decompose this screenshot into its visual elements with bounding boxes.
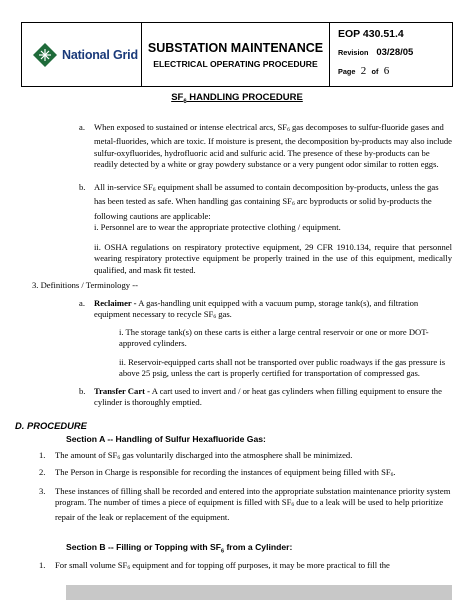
b1-num: 1.: [39, 560, 46, 570]
item-a-text: When exposed to sustained or intense electrical arcs, $SF_6$ gas decomposes to sulfur-fluoride gases and metal-fluorides, which are toxic. If moisture is present, the decomposition by-products may also include sulfur-oxyfluorides, hydrofluoric acid and sulfuric acid. The presence of these by-products can be readily detected by a white or gray powdery substance or a very pungent odor similar to rotten eggs.: [94, 122, 452, 169]
definitions-heading: 3. Definitions / Terminology --: [32, 280, 138, 290]
section-a-heading: Section A -- Handling of Sulfur Hexafluoride Gas:: [66, 434, 266, 444]
a2-text: The Person in Charge is responsible for recording the instances of equipment being filled with $SF_6$.: [55, 467, 396, 478]
header-meta: [330, 23, 452, 86]
page-of: of: [371, 67, 379, 76]
page-footer-bar: [66, 585, 452, 600]
revision: [338, 47, 452, 58]
def-a-text: Reclaimer - A gas-handling unit equipped with a vacuum pump, storage tank(s), and filtration equipment necessary to recycle $SF_6$ gas.: [94, 298, 419, 321]
a2-num: 2.: [39, 467, 46, 477]
a1-num: 1.: [39, 450, 46, 460]
header-subtitle: ELECTRICAL OPERATING PROCEDURE: [153, 58, 318, 69]
page-number: 2: [360, 65, 367, 77]
item-b-i: i. Personnel are to wear the appropriate protective clothing / equipment.: [94, 222, 341, 232]
procedure-heading: D. PROCEDURE: [15, 420, 87, 431]
a3-text: These instances of filling shall be recorded and entered into the appropriate substation maintenance priority system program. The number of times a piece of equipment is filled with $SF_6$ due to a leak will be used to help prioritize repair of the leak or replacement of the equipment.: [55, 486, 451, 522]
section-b-heading: Section B -- Filling or Topping with $SF_6$ from a Cylinder:: [66, 542, 293, 555]
def-a-ii: ii. Reservoir-equipped carts shall not be transported over public roadways if the gas pressure is above 25 psig, unless the cart is properly certified for transportation of compressed gas.: [119, 357, 446, 379]
def-b-label: b.: [79, 386, 86, 396]
def-a-term: Reclaimer -: [94, 298, 137, 308]
logo-text: National Grid: [62, 47, 138, 62]
document-header: [21, 22, 453, 87]
page-indicator: [338, 65, 452, 77]
revision-date: 03/28/05: [376, 47, 414, 58]
revision-label: Revision: [338, 48, 369, 57]
page-total: 6: [383, 65, 390, 77]
eop-number: EOP 430.51.4: [338, 28, 404, 40]
item-b-label: b.: [79, 182, 86, 192]
a1-text: The amount of $SF_6$ gas voluntarily discharged into the atmosphere shall be minimized.: [55, 450, 353, 461]
def-a-label: a.: [79, 298, 85, 308]
item-b-ii: ii. OSHA regulations on respiratory protective equipment, 29 CFR 1910.134, require that personnel wearing respiratory protective equipment be properly trained in the use of this equipment, medically qualified, and mask fit tested.: [94, 242, 452, 275]
company-logo: [22, 23, 142, 86]
item-b-text: All in-service $SF_6$ equipment shall be assumed to contain decomposition by-products, unless the gas has been tested as safe. When handling gas containing $SF_6$ arc byproducts or solid by-products the following cautions are applicable:: [94, 182, 439, 221]
header-title: SUBSTATION MAINTENANCE: [147, 40, 324, 55]
def-b-term: Transfer Cart -: [94, 386, 151, 396]
a3-num: 3.: [39, 486, 46, 496]
b1-text: For small volume $SF_6$ equipment and for topping off purposes, it may be more practical to fill the: [55, 560, 390, 571]
document-title: $SF_6$ HANDLING PROCEDURE: [171, 92, 303, 105]
header-title-block: [142, 23, 330, 86]
item-a-label: a.: [79, 122, 85, 132]
national-grid-diamond-icon: [32, 42, 58, 68]
def-b-text: Transfer Cart - A cart used to invert and / or heat gas cylinders when filling equipment to ensure the cylinder is thoroughly emptied.: [94, 386, 442, 408]
def-a-i: i. The storage tank(s) on these carts is either a large central reservoir or one or more DOT-approved cylinders.: [119, 327, 429, 349]
page-label: Page: [338, 67, 356, 76]
